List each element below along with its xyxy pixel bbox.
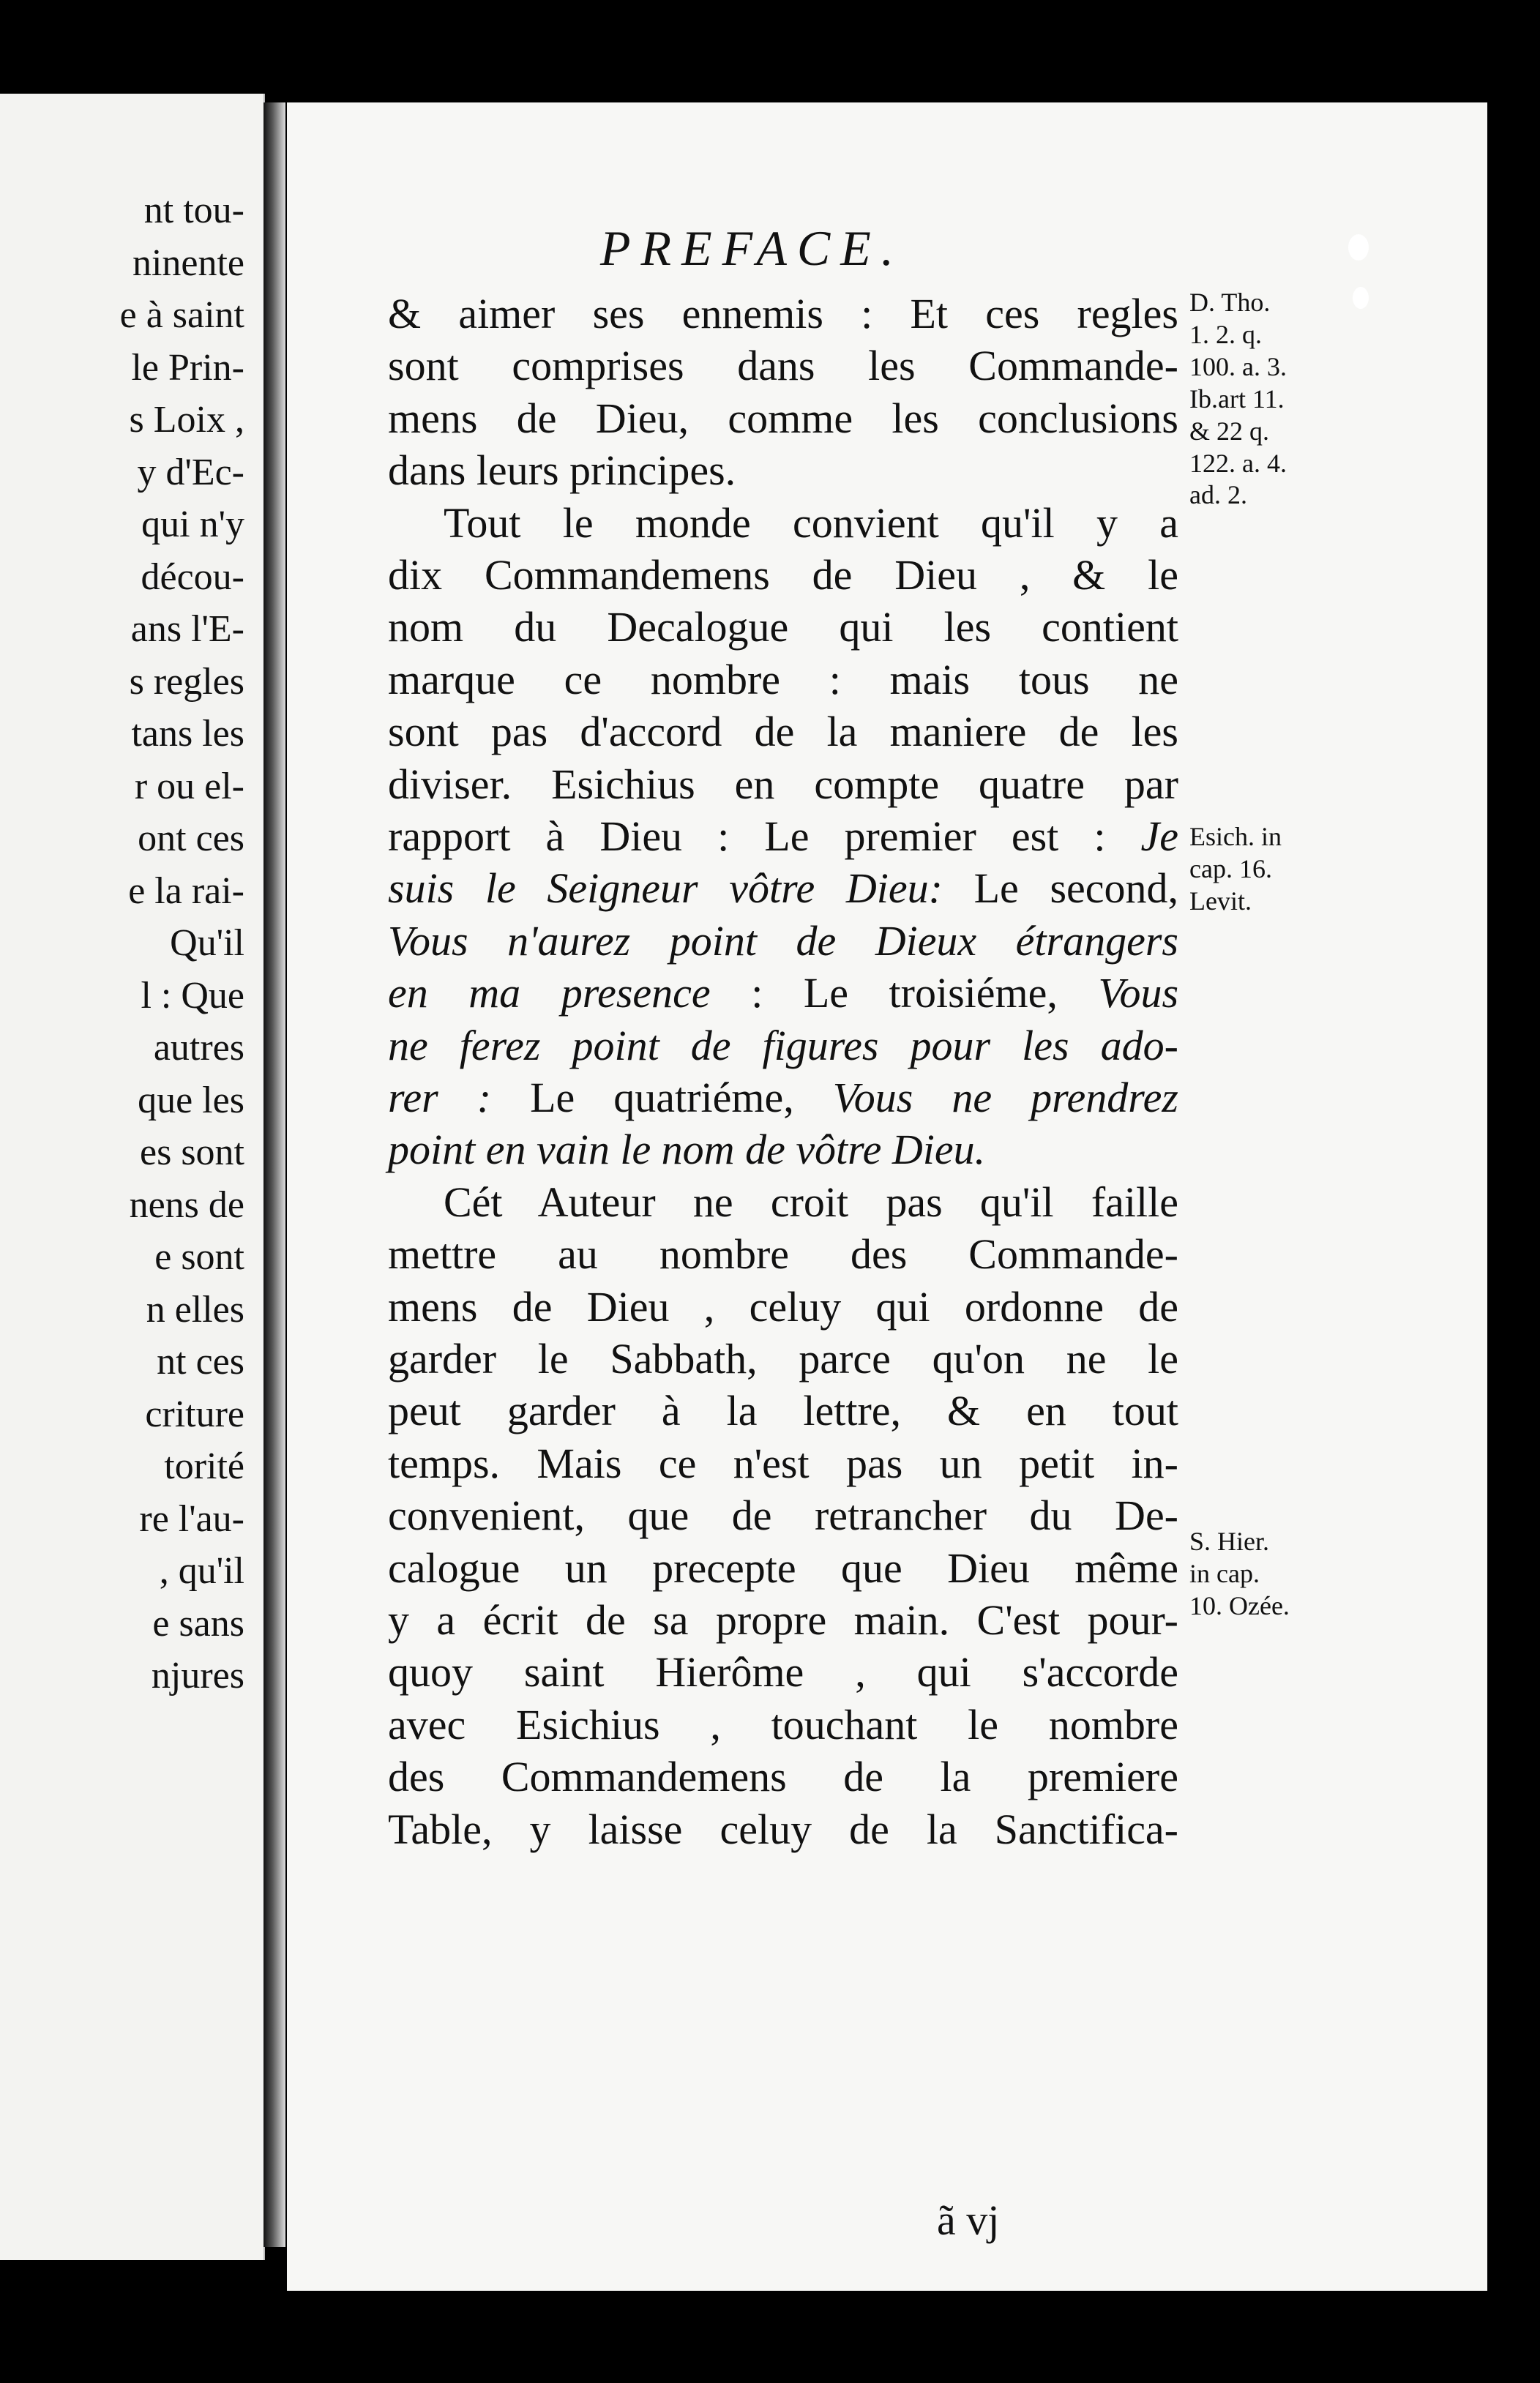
left-page-line: s Loix , [129, 399, 244, 441]
text-span: Tout le monde convient qu'il y a [444, 498, 1178, 547]
catchword: ã vj [937, 2196, 1000, 2244]
left-page-line: , qu'il [159, 1550, 244, 1592]
left-page-line: e à saint [119, 294, 244, 336]
left-page-line: que les [138, 1079, 244, 1121]
body-line [388, 655, 1178, 703]
text-span: mens de Dieu , celuy qui ordonne de [388, 1282, 1178, 1331]
body-line [388, 551, 1178, 599]
left-page-line: criture [145, 1393, 244, 1435]
italic-text: Vous [1098, 969, 1179, 1017]
body-line [388, 1753, 1178, 1801]
body-line [388, 1021, 1178, 1069]
left-page-line: nt ces [157, 1341, 244, 1383]
left-page-line: y d'Ec- [137, 451, 244, 493]
left-page-line: ont ces [138, 818, 244, 859]
body-line [388, 1126, 1178, 1174]
text-span: mettre au nombre des Commande- [388, 1230, 1178, 1279]
body-line [388, 708, 1178, 756]
scan-mark [1353, 287, 1369, 309]
body-line [388, 1230, 1178, 1279]
body-line [388, 760, 1178, 808]
body-line [388, 1387, 1178, 1435]
margin-note-aquinas: D. Tho. 1. 2. q. 100. a. 3. Ib.art 11. & 22 q. 122. a. 4. ad. 2. [1189, 288, 1287, 510]
body-line [388, 394, 1178, 442]
body-line [388, 1074, 1178, 1121]
body-line [388, 864, 1178, 913]
left-page-line: nt tou- [143, 190, 244, 231]
body-line [388, 1544, 1178, 1592]
italic-text: rer : [388, 1074, 492, 1121]
text-span: mens de Dieu, comme les conclusions [388, 394, 1178, 442]
text-span: quoy saint Hierôme , qui s'accorde [388, 1648, 1178, 1696]
left-page-line: torité [164, 1445, 244, 1487]
scan-mark [1348, 234, 1369, 261]
text-span: avec Esichius , touchant le nombre [388, 1700, 1178, 1748]
left-page-line: Qu'il [170, 922, 244, 964]
italic-text: point en vain le nom de vôtre Dieu. [388, 1126, 986, 1174]
left-page-line: s regles [129, 660, 244, 703]
italic-text: Je [1140, 812, 1178, 860]
left-page-line: autres [153, 1027, 244, 1069]
body-line [388, 969, 1179, 1017]
text-span: Cét Auteur ne croit pas qu'il faille [444, 1178, 1178, 1226]
text-span: & aimer ses ennemis : Et ces regles [388, 290, 1178, 337]
left-page-line: e sont [154, 1236, 244, 1278]
body-line [388, 446, 1178, 495]
page-header: PREFACE. [600, 220, 904, 276]
text-span: nom du Decalogue qui les contient [388, 603, 1178, 651]
left-page-line: décou- [141, 555, 244, 598]
margin-note-jerome: S. Hier. in cap. 10. Ozée. [1189, 1527, 1290, 1620]
body-line [388, 290, 1178, 337]
text-span: : Le troisiéme, [710, 969, 1099, 1017]
margin-note-esichius: Esich. in cap. 16. Levit. [1189, 822, 1282, 916]
text-span: Le quatriéme, [491, 1074, 833, 1121]
body-line [388, 1805, 1178, 1853]
body-line [388, 342, 1178, 390]
left-page-line: e la rai- [128, 869, 244, 912]
body-line [388, 1492, 1178, 1540]
text-span: garder le Sabbath, parce qu'on ne le [388, 1335, 1178, 1383]
body-line [388, 1335, 1178, 1383]
left-page [0, 94, 265, 2260]
left-page-line: nens de [129, 1183, 244, 1226]
left-page-line: tans les [131, 713, 244, 755]
left-page-line: ninente [132, 242, 244, 284]
text-span: convenient, que de retrancher du De- [388, 1492, 1178, 1540]
text-span: peut garder à la lettre, & en tout [388, 1387, 1178, 1435]
left-page-line: n elles [146, 1288, 244, 1331]
text-span: diviser. Esichius en compte quatre par [388, 760, 1178, 808]
left-page-line: ans l'E- [130, 608, 244, 650]
left-page-line: le Prin- [131, 346, 244, 389]
italic-text: Vous ne prendrez [832, 1074, 1178, 1121]
text-span: sont pas d'accord de la maniere de les [388, 708, 1178, 756]
text-span: y a écrit de sa propre main. C'est pour- [388, 1596, 1178, 1644]
text-span: dans leurs principes. [388, 446, 736, 495]
text-span: dix Commandemens de Dieu , & le [388, 551, 1178, 599]
italic-text: Vous n'aurez point de Dieux étrangers [388, 916, 1178, 965]
left-page-line: r ou el- [134, 765, 244, 807]
left-page-line: re l'au- [139, 1497, 244, 1540]
italic-text: ne ferez point de figures pour les ado- [388, 1021, 1178, 1069]
italic-text: suis le Seigneur vôtre Dieu: [388, 864, 943, 913]
left-page-line: es sont [140, 1131, 244, 1173]
left-page-line: qui n'y [141, 504, 244, 545]
text-span: Le second, [942, 864, 1178, 913]
text-span: rapport à Dieu : Le premier est : [388, 812, 1141, 860]
text-span: des Commandemens de la premiere [388, 1753, 1178, 1801]
text-span: sont comprises dans les Commande- [388, 342, 1178, 390]
text-span: Table, y laisse celuy de la Sanctifica- [388, 1805, 1178, 1853]
left-page-line: e sans [152, 1602, 244, 1645]
left-page-line: njures [151, 1655, 244, 1696]
text-span: marque ce nombre : mais tous ne [388, 655, 1178, 703]
body-line [388, 603, 1178, 651]
body-line [388, 1439, 1178, 1487]
body-line [388, 916, 1178, 965]
body-line [388, 1178, 1178, 1226]
body-line [388, 1596, 1178, 1644]
body-line [388, 1648, 1178, 1696]
text-span: temps. Mais ce n'est pas un petit in- [388, 1439, 1178, 1487]
gutter-shadow [263, 102, 285, 2247]
italic-text: en ma presence [388, 969, 711, 1017]
body-line [388, 1282, 1178, 1331]
left-page-line: l : Que [141, 974, 244, 1017]
body-line [388, 812, 1178, 860]
body-line [388, 1700, 1178, 1748]
text-span: calogue un precepte que Dieu même [388, 1544, 1178, 1592]
body-line [388, 498, 1178, 547]
